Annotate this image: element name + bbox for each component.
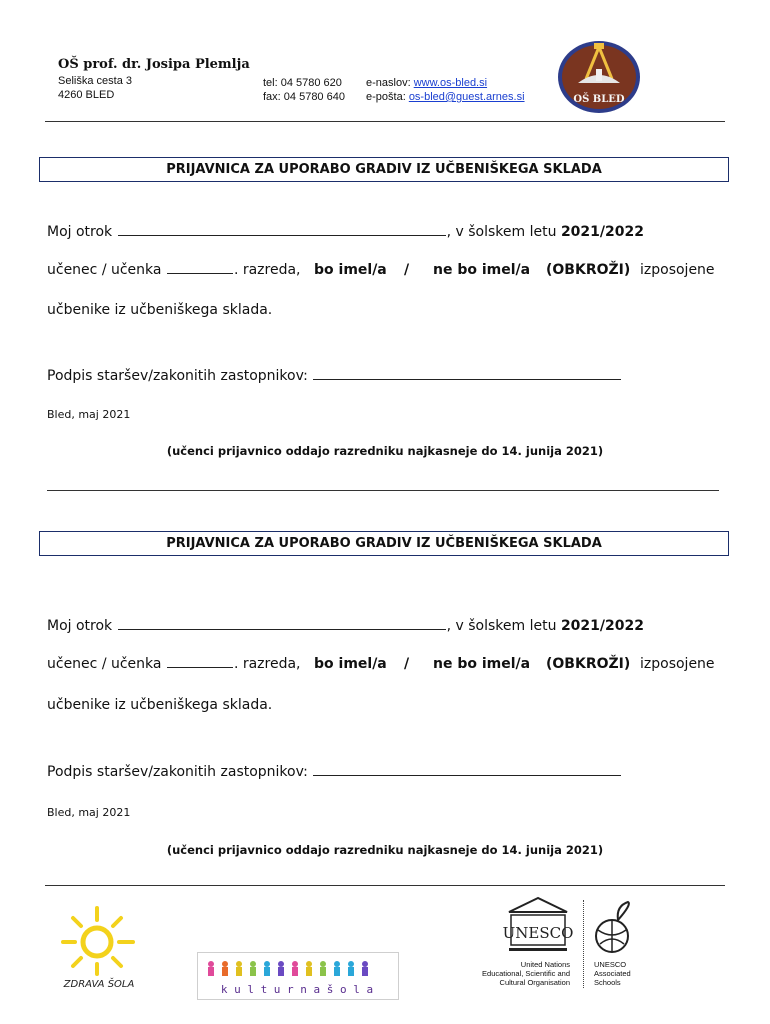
contact-block xyxy=(366,76,525,104)
form2-note: (učenci prijavnico oddajo razredniku najkasneje do 14. junija 2021) xyxy=(166,843,604,857)
form1-option-yes[interactable]: bo imel/a xyxy=(314,262,387,278)
form1-line3: učbenike iz učbeniškega sklada. xyxy=(47,302,273,318)
form1-title: PRIJAVNICA ZA UPORABO GRADIV IZ UČBENIŠKEGA SKLADA xyxy=(166,162,602,177)
kulturna-sola-text: k u l t u r n a š o l a xyxy=(220,983,374,996)
form1-pupil-label: učenec / učenka xyxy=(47,262,166,278)
logo-text: OŠ BLED xyxy=(573,94,625,105)
form1-option-no[interactable]: ne bo imel/a xyxy=(433,262,531,278)
school-name: OŠ prof. dr. Josipa Plemlja xyxy=(58,57,250,72)
form2-title-box xyxy=(39,531,729,556)
form1-child-label: Moj otrok xyxy=(47,224,117,240)
form1-line1 xyxy=(47,224,644,240)
form1-title-box xyxy=(39,157,729,182)
form2-line1 xyxy=(47,618,644,634)
zdrava-sola-logo xyxy=(55,904,143,994)
form1-year: 2021/2022 xyxy=(560,224,644,240)
school-address xyxy=(58,74,132,102)
form2-year: 2021/2022 xyxy=(560,618,644,634)
form2-signature-field[interactable] xyxy=(313,774,621,776)
unesco-caption xyxy=(460,960,570,987)
form1-signature-field[interactable] xyxy=(313,378,621,380)
asp-caption xyxy=(594,960,631,987)
zdrava-sola-text: ZDRAVA ŠOLA xyxy=(63,979,135,990)
form1-child-field[interactable] xyxy=(118,234,446,236)
footer-divider xyxy=(45,885,725,886)
form2-child-label: Moj otrok xyxy=(47,618,117,634)
form1-class-field[interactable] xyxy=(167,272,233,274)
email-link[interactable]: os-bled@guest.arnes.si xyxy=(408,91,525,103)
form2-option-yes[interactable]: bo imel/a xyxy=(314,656,387,672)
form2-class-label: . razreda, xyxy=(233,656,301,672)
un-line2: Educational, Scientific and xyxy=(482,969,570,978)
asp-line2: Associated xyxy=(594,969,631,978)
form1-signature-label: Podpis staršev/zakonitih zastopnikov: xyxy=(47,368,313,384)
form1-line2-end: izposojene xyxy=(640,262,715,278)
form2-signature-label: Podpis staršev/zakonitih zastopnikov: xyxy=(47,764,313,780)
form1-year-label: , v šolskem letu xyxy=(446,224,561,240)
form2-class-field[interactable] xyxy=(167,666,233,668)
form2-child-field[interactable] xyxy=(118,628,446,630)
cut-divider xyxy=(47,490,719,491)
web-row xyxy=(366,76,525,90)
un-line1: United Nations xyxy=(520,960,570,969)
fax: fax: 04 5780 640 xyxy=(263,91,345,103)
form2-line2 xyxy=(47,656,301,672)
unesco-word: UNESCO xyxy=(502,924,574,942)
asp-line3: Schools xyxy=(594,978,621,987)
unesco-separator xyxy=(583,900,584,988)
form1-class-label: . razreda, xyxy=(233,262,301,278)
mail-label: e-pošta: xyxy=(366,91,409,103)
form1-slash: / xyxy=(404,262,410,278)
form2-date: Bled, maj 2021 xyxy=(47,806,131,819)
asp-line1: UNESCO xyxy=(594,960,627,969)
form1-note: (učenci prijavnico oddajo razredniku najkasneje do 14. junija 2021) xyxy=(166,444,604,458)
header-divider xyxy=(45,121,725,122)
website-link[interactable]: www.os-bled.si xyxy=(413,77,488,89)
form2-circle-hint: (OBKROŽI) xyxy=(546,656,631,672)
form1-signature-line xyxy=(47,368,622,384)
form1-line2 xyxy=(47,262,301,278)
form2-line2-end: izposojene xyxy=(640,656,715,672)
school-logo xyxy=(556,39,642,115)
kulturna-sola-logo xyxy=(197,952,399,1000)
form2-line3: učbenike iz učbeniškega sklada. xyxy=(47,697,273,713)
tel: tel: 04 5780 620 xyxy=(263,77,342,89)
form2-title: PRIJAVNICA ZA UPORABO GRADIV IZ UČBENIŠKEGA SKLADA xyxy=(166,536,602,551)
form2-pupil-label: učenec / učenka xyxy=(47,656,166,672)
form2-slash: / xyxy=(404,656,410,672)
mail-row xyxy=(366,90,525,104)
street: Seliška cesta 3 xyxy=(58,75,132,87)
form2-option-no[interactable]: ne bo imel/a xyxy=(433,656,531,672)
form1-date: Bled, maj 2021 xyxy=(47,408,131,421)
unesco-temple-icon xyxy=(502,896,574,954)
phone-block xyxy=(263,76,345,104)
web-label: e-naslov: xyxy=(366,77,414,89)
form2-signature-line xyxy=(47,764,622,780)
asp-globe-icon xyxy=(592,900,636,956)
city: 4260 BLED xyxy=(58,89,115,101)
form1-circle-hint: (OBKROŽI) xyxy=(546,262,631,278)
form2-year-label: , v šolskem letu xyxy=(446,618,561,634)
un-line3: Cultural Organisation xyxy=(499,978,570,987)
